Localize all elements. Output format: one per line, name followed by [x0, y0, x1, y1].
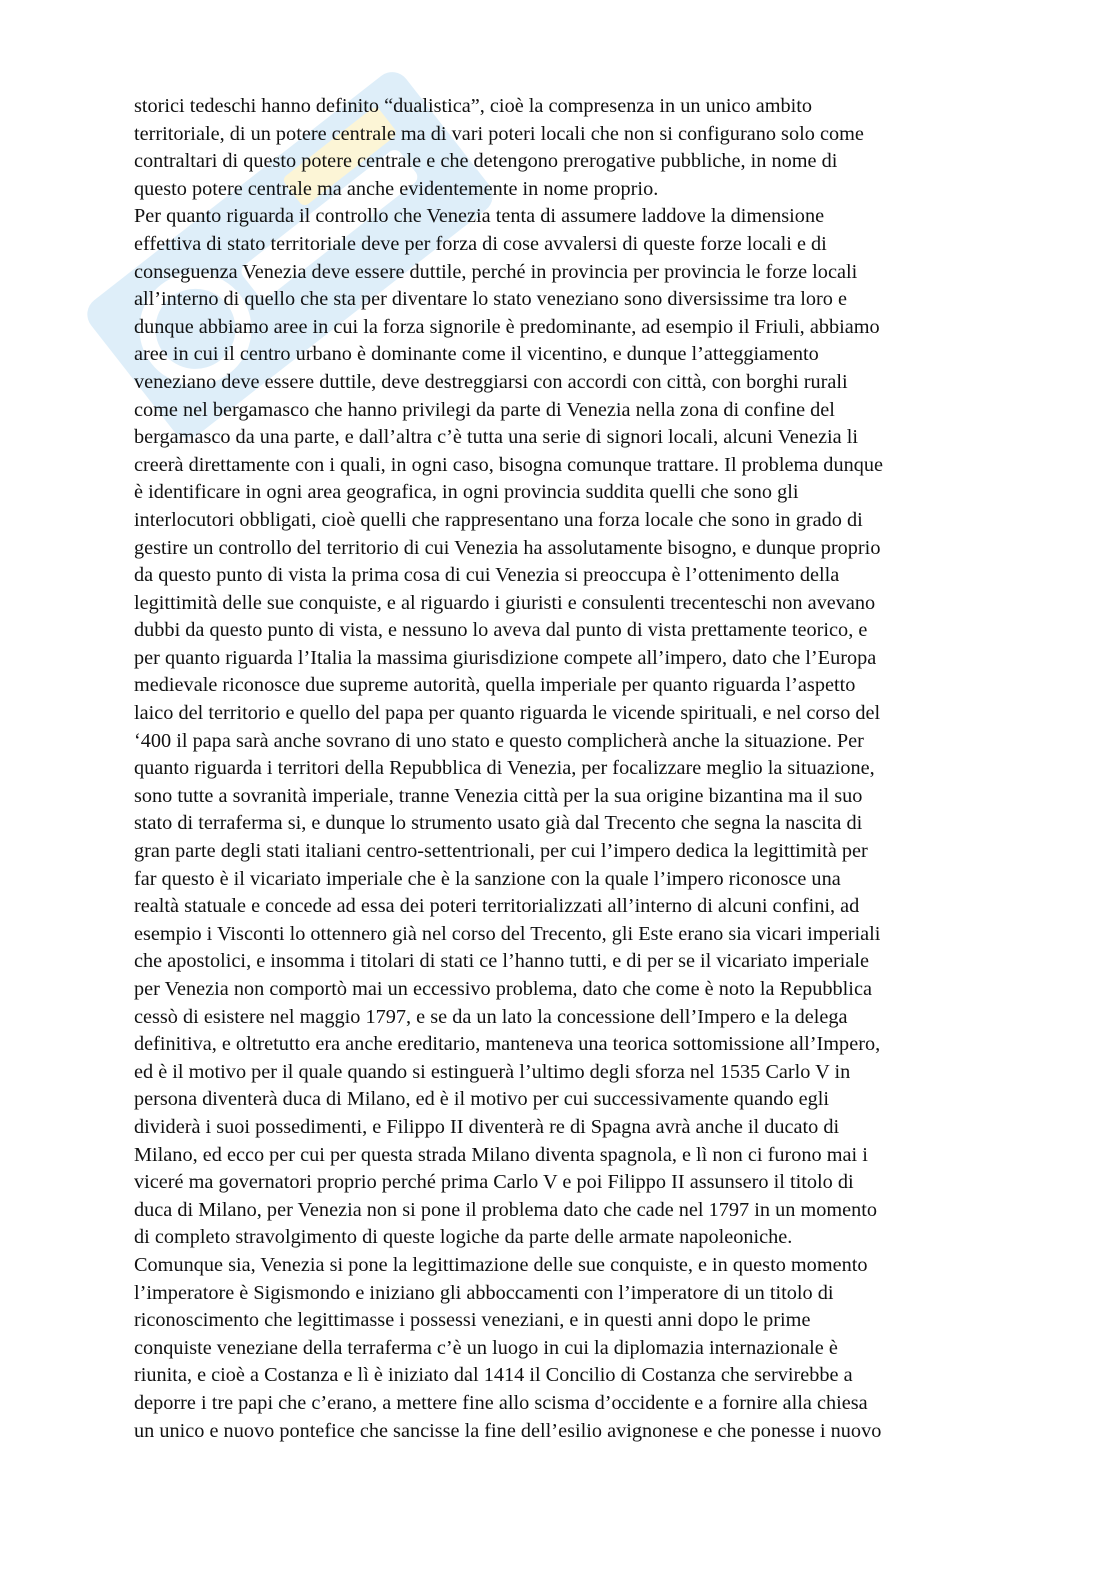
text-line: aree in cui il centro urbano è dominante come il vicentino, e dunque l’atteggiamento: [134, 343, 819, 366]
text-line: medievale riconosce due supreme autorità, quella imperiale per quanto riguarda l’aspetto: [134, 674, 856, 697]
text-line: realtà statuale e concede ad essa dei poteri territorializzati all’interno di alcuni confini, ad: [134, 895, 860, 918]
text-line: legittimità delle sue conquiste, e al riguardo i giuristi e consulenti trecenteschi non avevano: [134, 591, 876, 614]
text-line: storici tedeschi hanno definito “dualistica”, cioè la compresenza in un unico ambito: [134, 95, 813, 117]
document-body: [134, 93, 1006, 1445]
text-line: far questo è il vicariato imperiale che è la sanzione con la quale l’impero riconosce una: [134, 867, 841, 890]
text-line: effettiva di stato territoriale deve per forza di cose avvalersi di queste forze locali e di: [134, 232, 827, 255]
text-line: dunque abbiamo aree in cui la forza signorile è predominante, ad esempio il Friuli, abbiamo: [134, 315, 880, 338]
text-line: sono tutte a sovranità imperiale, tranne Venezia città per la sua origine bizantina ma il suo: [134, 784, 863, 807]
text-line: definitiva, e oltretutto era anche ereditario, manteneva una teorica sottomissione all’Impero,: [134, 1033, 881, 1056]
text-line: veneziano deve essere duttile, deve destreggiarsi con accordi con città, con borghi rurali: [134, 370, 848, 393]
text-line: territoriale, di un potere centrale ma di vari poteri locali che non si configurano solo come: [134, 122, 864, 145]
text-line: per quanto riguarda l’Italia la massima giurisdizione compete all’impero, dato che l’Europa: [134, 646, 877, 669]
text-line: dubbi da questo punto di vista, e nessuno lo aveva dal punto di vista prettamente teorico, e: [134, 619, 868, 642]
text-line: contraltari di questo potere centrale e che detengono prerogative pubbliche, in nome di: [134, 150, 838, 173]
text-line: è identificare in ogni area geografica, in ogni provincia suddita quelli che sono gli: [134, 481, 799, 504]
text-line: dividerà i suoi possedimenti, e Filippo II diventerà re di Spagna avrà anche il ducato di: [134, 1115, 840, 1138]
text-line: riconoscimento che legittimasse i possessi veneziani, e in questi anni dopo le prime: [134, 1309, 811, 1332]
text-line: creerà direttamente con i quali, in ogni caso, bisogna comunque trattare. Il problema dunque: [134, 453, 884, 476]
text-line: laico del territorio e quello del papa per quanto riguarda le vicende spirituali, e nel corso del: [134, 702, 881, 725]
text-line: conquiste veneziane della terraferma c’è un luogo in cui la diplomazia internazionale è: [134, 1336, 838, 1359]
text-line: stato di terraferma si, e dunque lo strumento usato già dal Trecento che segna la nascita di: [134, 812, 863, 835]
text-line: all’interno di quello che sta per diventare lo stato veneziano sono diversissime tra loro e: [134, 288, 848, 311]
text-line: deporre i tre papi che c’erano, a mettere fine allo scisma d’occidente e a fornire alla chiesa: [134, 1391, 868, 1414]
text-line: esempio i Visconti lo ottennero già nel corso del Trecento, gli Este erano sia vicari imperiali: [134, 922, 881, 945]
text-line: per Venezia non comportò mai un eccessivo problema, dato che come è noto la Repubblica: [134, 978, 872, 1000]
text-line: cessò di esistere nel maggio 1797, e se da un lato la concessione dell’Impero e la delega: [134, 1005, 848, 1028]
text-line: interlocutori obbligati, cioè quelli che rappresentano una forza locale che sono in grado di: [134, 508, 863, 531]
text-line: Comunque sia, Venezia si pone la legittimazione delle sue conquiste, e in questo momento: [134, 1253, 868, 1276]
text-line: di completo stravolgimento di queste logiche da parte delle armate napoleoniche.: [134, 1226, 793, 1249]
text-line: viceré ma governatori proprio perché prima Carlo V e poi Filippo II assunsero il titolo di: [134, 1171, 854, 1194]
paragraph: [134, 203, 1006, 1252]
text-line: Per quanto riguarda il controllo che Venezia tenta di assumere laddove la dimensione: [134, 205, 825, 228]
text-line: quanto riguarda i territori della Repubblica di Venezia, per focalizzare meglio la situazione,: [134, 757, 875, 780]
text-line: come nel bergamasco che hanno privilegi da parte di Venezia nella zona di confine del: [134, 398, 835, 421]
text-line: ‘400 il papa sarà anche sovrano di uno stato e questo complicherà anche la situazione. Per: [134, 729, 864, 752]
text-line: bergamasco da una parte, e dall’altra c’è tutta una serie di signori locali, alcuni Venezia li: [134, 426, 859, 449]
text-line: persona diventerà duca di Milano, ed è il motivo per cui successivamente quando egli: [134, 1088, 829, 1111]
paragraph: [134, 1252, 1006, 1445]
text-line: questo potere centrale ma anche evidentemente in nome proprio.: [134, 177, 659, 200]
text-line: gestire un controllo del territorio di cui Venezia ha assolutamente bisogno, e dunque proprio: [134, 536, 881, 559]
text-line: Milano, ed ecco per cui per questa strada Milano diventa spagnola, e lì non ci furono mai i: [134, 1143, 868, 1166]
text-line: l’imperatore è Sigismondo e iniziano gli abboccamenti con l’imperatore di un titolo di: [134, 1281, 834, 1304]
text-line: riunita, e cioè a Costanza e lì è iniziato dal 1414 il Concilio di Costanza che servirebbe a: [134, 1364, 853, 1387]
text-line: che apostolici, e insomma i titolari di stati ce l’hanno tutti, e di per se il vicariato imperiale: [134, 950, 869, 973]
text-line: ed è il motivo per il quale quando si estinguerà l’ultimo degli sforza nel 1535 Carlo V in: [134, 1060, 851, 1083]
paragraph: [134, 93, 1006, 203]
text-line: un unico e nuovo pontefice che sancisse la fine dell’esilio avignonese e che ponesse i nuovo: [134, 1419, 882, 1442]
text-line: gran parte degli stati italiani centro-settentrionali, per cui l’impero dedica la legittimità per: [134, 840, 868, 863]
text-line: conseguenza Venezia deve essere duttile, perché in provincia per provincia le forze locali: [134, 260, 858, 283]
text-line: duca di Milano, per Venezia non si pone il problema dato che cade nel 1797 in un momento: [134, 1198, 878, 1221]
text-line: da questo punto di vista la prima cosa di cui Venezia si preoccupa è l’ottenimento della: [134, 564, 840, 587]
